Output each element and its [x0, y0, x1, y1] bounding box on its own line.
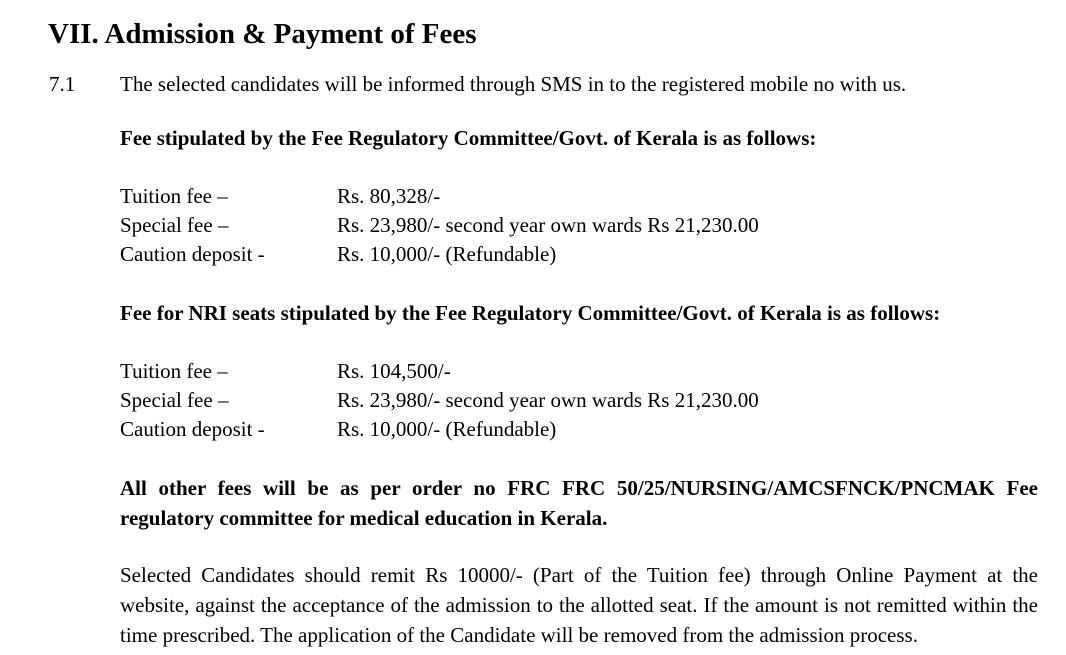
regular-fees-title: Fee stipulated by the Fee Regulatory Committee/Govt. of Kerala is as follows:: [120, 126, 817, 150]
nri-fees-title: Fee for NRI seats stipulated by the Fee Regulatory Committee/Govt. of Kerala is as follows:: [120, 301, 941, 325]
fee-value: Rs. 23,980/- second year own wards Rs 21,230.00: [337, 388, 759, 412]
fee-value: Rs. 104,500/-: [337, 359, 451, 383]
fee-value: Rs. 10,000/- (Refundable): [337, 417, 557, 441]
fee-label: Tuition fee –: [120, 184, 228, 208]
section-heading: VII. Admission & Payment of Fees: [48, 18, 477, 50]
section-number: 7.1: [49, 72, 76, 96]
fee-label: Special fee –: [120, 388, 229, 412]
remittance-note: Selected Candidates should remit Rs 10000/- (Part of the Tuition fee) through Online Payment at the website, against the acceptance of the admission to the allotted seat. If the amount is not remitted within the time prescribed. The application of the Candidate will be removed from the admission process.: [120, 563, 1038, 647]
fee-value: Rs. 10,000/- (Refundable): [337, 242, 557, 266]
fee-label: Caution deposit -: [120, 242, 265, 266]
fee-value: Rs. 80,328/-: [337, 184, 441, 208]
other-fees-note: All other fees will be as per order no FRC FRC 50/25/NURSING/AMCSFNCK/PNCMAK Fee regulatory committee for medical education in Kerala.: [120, 476, 1038, 530]
fee-label: Tuition fee –: [120, 359, 228, 383]
fee-label: Caution deposit -: [120, 417, 265, 441]
intro-text: The selected candidates will be informed through SMS in to the registered mobile no with us.: [120, 72, 907, 96]
fee-label: Special fee –: [120, 213, 229, 237]
fee-value: Rs. 23,980/- second year own wards Rs 21,230.00: [337, 213, 759, 237]
